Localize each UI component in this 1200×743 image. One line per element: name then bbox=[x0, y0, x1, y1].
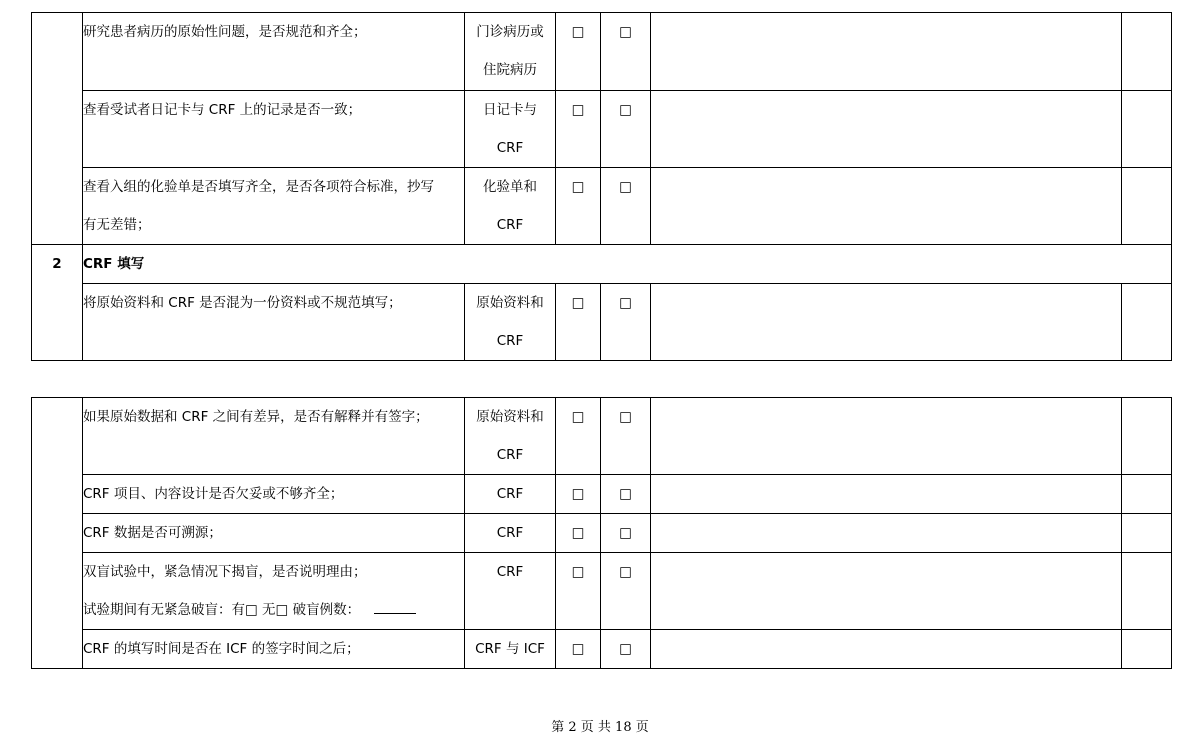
question-text: 查看入组的化验单是否填写齐全，是否各项符合标准，抄写 bbox=[83, 179, 434, 195]
checkbox-no[interactable]: □ bbox=[601, 284, 651, 361]
source-cell bbox=[465, 475, 556, 514]
notes-cell[interactable] bbox=[651, 514, 1122, 553]
number-cell bbox=[32, 13, 83, 245]
question-cell bbox=[83, 630, 465, 669]
source-text: 原始资料和 bbox=[476, 295, 544, 311]
notes-cell[interactable] bbox=[651, 475, 1122, 514]
source-cell bbox=[465, 91, 556, 168]
checkbox-no[interactable]: □ bbox=[601, 514, 651, 553]
checkbox-no[interactable]: □ bbox=[601, 398, 651, 475]
checklist-table-2 bbox=[31, 397, 1172, 669]
checkbox-yes[interactable]: □ bbox=[556, 91, 601, 168]
source-text: CRF bbox=[496, 217, 524, 233]
question-line bbox=[83, 591, 464, 629]
question-text: 查看受试者日记卡与 CRF 上的记录是否一致； bbox=[83, 102, 362, 118]
checkbox-yes[interactable]: □ bbox=[556, 553, 601, 630]
checkbox-no[interactable]: □ bbox=[601, 91, 651, 168]
question-text: 研究患者病历的原始性问题，是否规范和齐全； bbox=[83, 24, 367, 40]
checkbox-yes[interactable]: □ bbox=[556, 398, 601, 475]
checkbox-yes[interactable]: □ bbox=[556, 630, 601, 669]
question-text: 如果原始数据和 CRF 之间有差异，是否有解释并有签字； bbox=[83, 409, 429, 425]
source-cell bbox=[465, 553, 556, 630]
source-cell bbox=[465, 284, 556, 361]
notes-cell[interactable] bbox=[651, 13, 1122, 91]
notes-cell[interactable] bbox=[651, 553, 1122, 630]
notes-cell[interactable] bbox=[651, 168, 1122, 245]
source-cell bbox=[465, 630, 556, 669]
source-text: 门诊病历或 bbox=[476, 24, 544, 40]
source-text: CRF bbox=[496, 333, 524, 349]
source-text: CRF 与 ICF bbox=[475, 641, 545, 657]
notes-cell[interactable] bbox=[651, 91, 1122, 168]
notes-cell[interactable] bbox=[651, 398, 1122, 475]
question-text: 有无差错； bbox=[83, 217, 151, 233]
question-cell bbox=[83, 13, 465, 91]
question-text: 将原始资料和 CRF 是否混为一份资料或不规范填写； bbox=[83, 295, 402, 311]
checkbox-yes[interactable]: □ bbox=[556, 475, 601, 514]
question-cell bbox=[83, 398, 465, 475]
checkbox-no[interactable]: □ bbox=[601, 553, 651, 630]
notes-cell[interactable] bbox=[651, 284, 1122, 361]
question-text: CRF 项目、内容设计是否欠妥或不够齐全； bbox=[83, 486, 344, 502]
question-text: 双盲试验中，紧急情况下揭盲，是否说明理由； bbox=[83, 564, 367, 580]
remark-cell[interactable] bbox=[1122, 398, 1172, 475]
remark-cell[interactable] bbox=[1122, 630, 1172, 669]
source-text: 原始资料和 bbox=[476, 409, 544, 425]
source-text: 日记卡与 bbox=[483, 102, 537, 118]
remark-cell[interactable] bbox=[1122, 91, 1172, 168]
question-text: 试验期间有无紧急破盲：有□ 无□ 破盲例数： bbox=[83, 602, 361, 618]
checkbox-no[interactable]: □ bbox=[601, 630, 651, 669]
blank-field[interactable] bbox=[374, 601, 416, 614]
remark-cell[interactable] bbox=[1122, 284, 1172, 361]
checkbox-yes[interactable]: □ bbox=[556, 284, 601, 361]
remark-cell[interactable] bbox=[1122, 514, 1172, 553]
checkbox-yes[interactable]: □ bbox=[556, 168, 601, 245]
source-text: CRF bbox=[496, 486, 524, 502]
question-cell bbox=[83, 514, 465, 553]
question-cell bbox=[83, 91, 465, 168]
question-cell bbox=[83, 475, 465, 514]
question-cell bbox=[83, 168, 465, 245]
source-text: CRF bbox=[496, 140, 524, 156]
source-cell bbox=[465, 398, 556, 475]
source-cell bbox=[465, 168, 556, 245]
section-number: 2 bbox=[32, 245, 83, 361]
question-cell bbox=[83, 284, 465, 361]
checkbox-no[interactable]: □ bbox=[601, 168, 651, 245]
remark-cell[interactable] bbox=[1122, 13, 1172, 91]
checklist-table-1 bbox=[31, 12, 1172, 361]
question-text: CRF 数据是否可溯源； bbox=[83, 525, 222, 541]
source-text: CRF bbox=[496, 447, 524, 463]
section-heading: CRF 填写 bbox=[83, 245, 1172, 284]
page-footer: 第 2 页 共 18 页 bbox=[551, 720, 649, 735]
checkbox-yes[interactable]: □ bbox=[556, 514, 601, 553]
source-text: 化验单和 bbox=[483, 179, 537, 195]
source-cell bbox=[465, 514, 556, 553]
remark-cell[interactable] bbox=[1122, 553, 1172, 630]
source-text: CRF bbox=[496, 525, 524, 541]
number-cell bbox=[32, 398, 83, 669]
question-text: CRF 的填写时间是否在 ICF 的签字时间之后； bbox=[83, 641, 360, 657]
checkbox-yes[interactable]: □ bbox=[556, 13, 601, 91]
remark-cell[interactable] bbox=[1122, 475, 1172, 514]
source-text: 住院病历 bbox=[483, 62, 537, 78]
checkbox-no[interactable]: □ bbox=[601, 475, 651, 514]
source-text: CRF bbox=[496, 564, 524, 580]
remark-cell[interactable] bbox=[1122, 168, 1172, 245]
source-cell bbox=[465, 13, 556, 91]
checkbox-no[interactable]: □ bbox=[601, 13, 651, 91]
question-cell bbox=[83, 553, 465, 630]
notes-cell[interactable] bbox=[651, 630, 1122, 669]
